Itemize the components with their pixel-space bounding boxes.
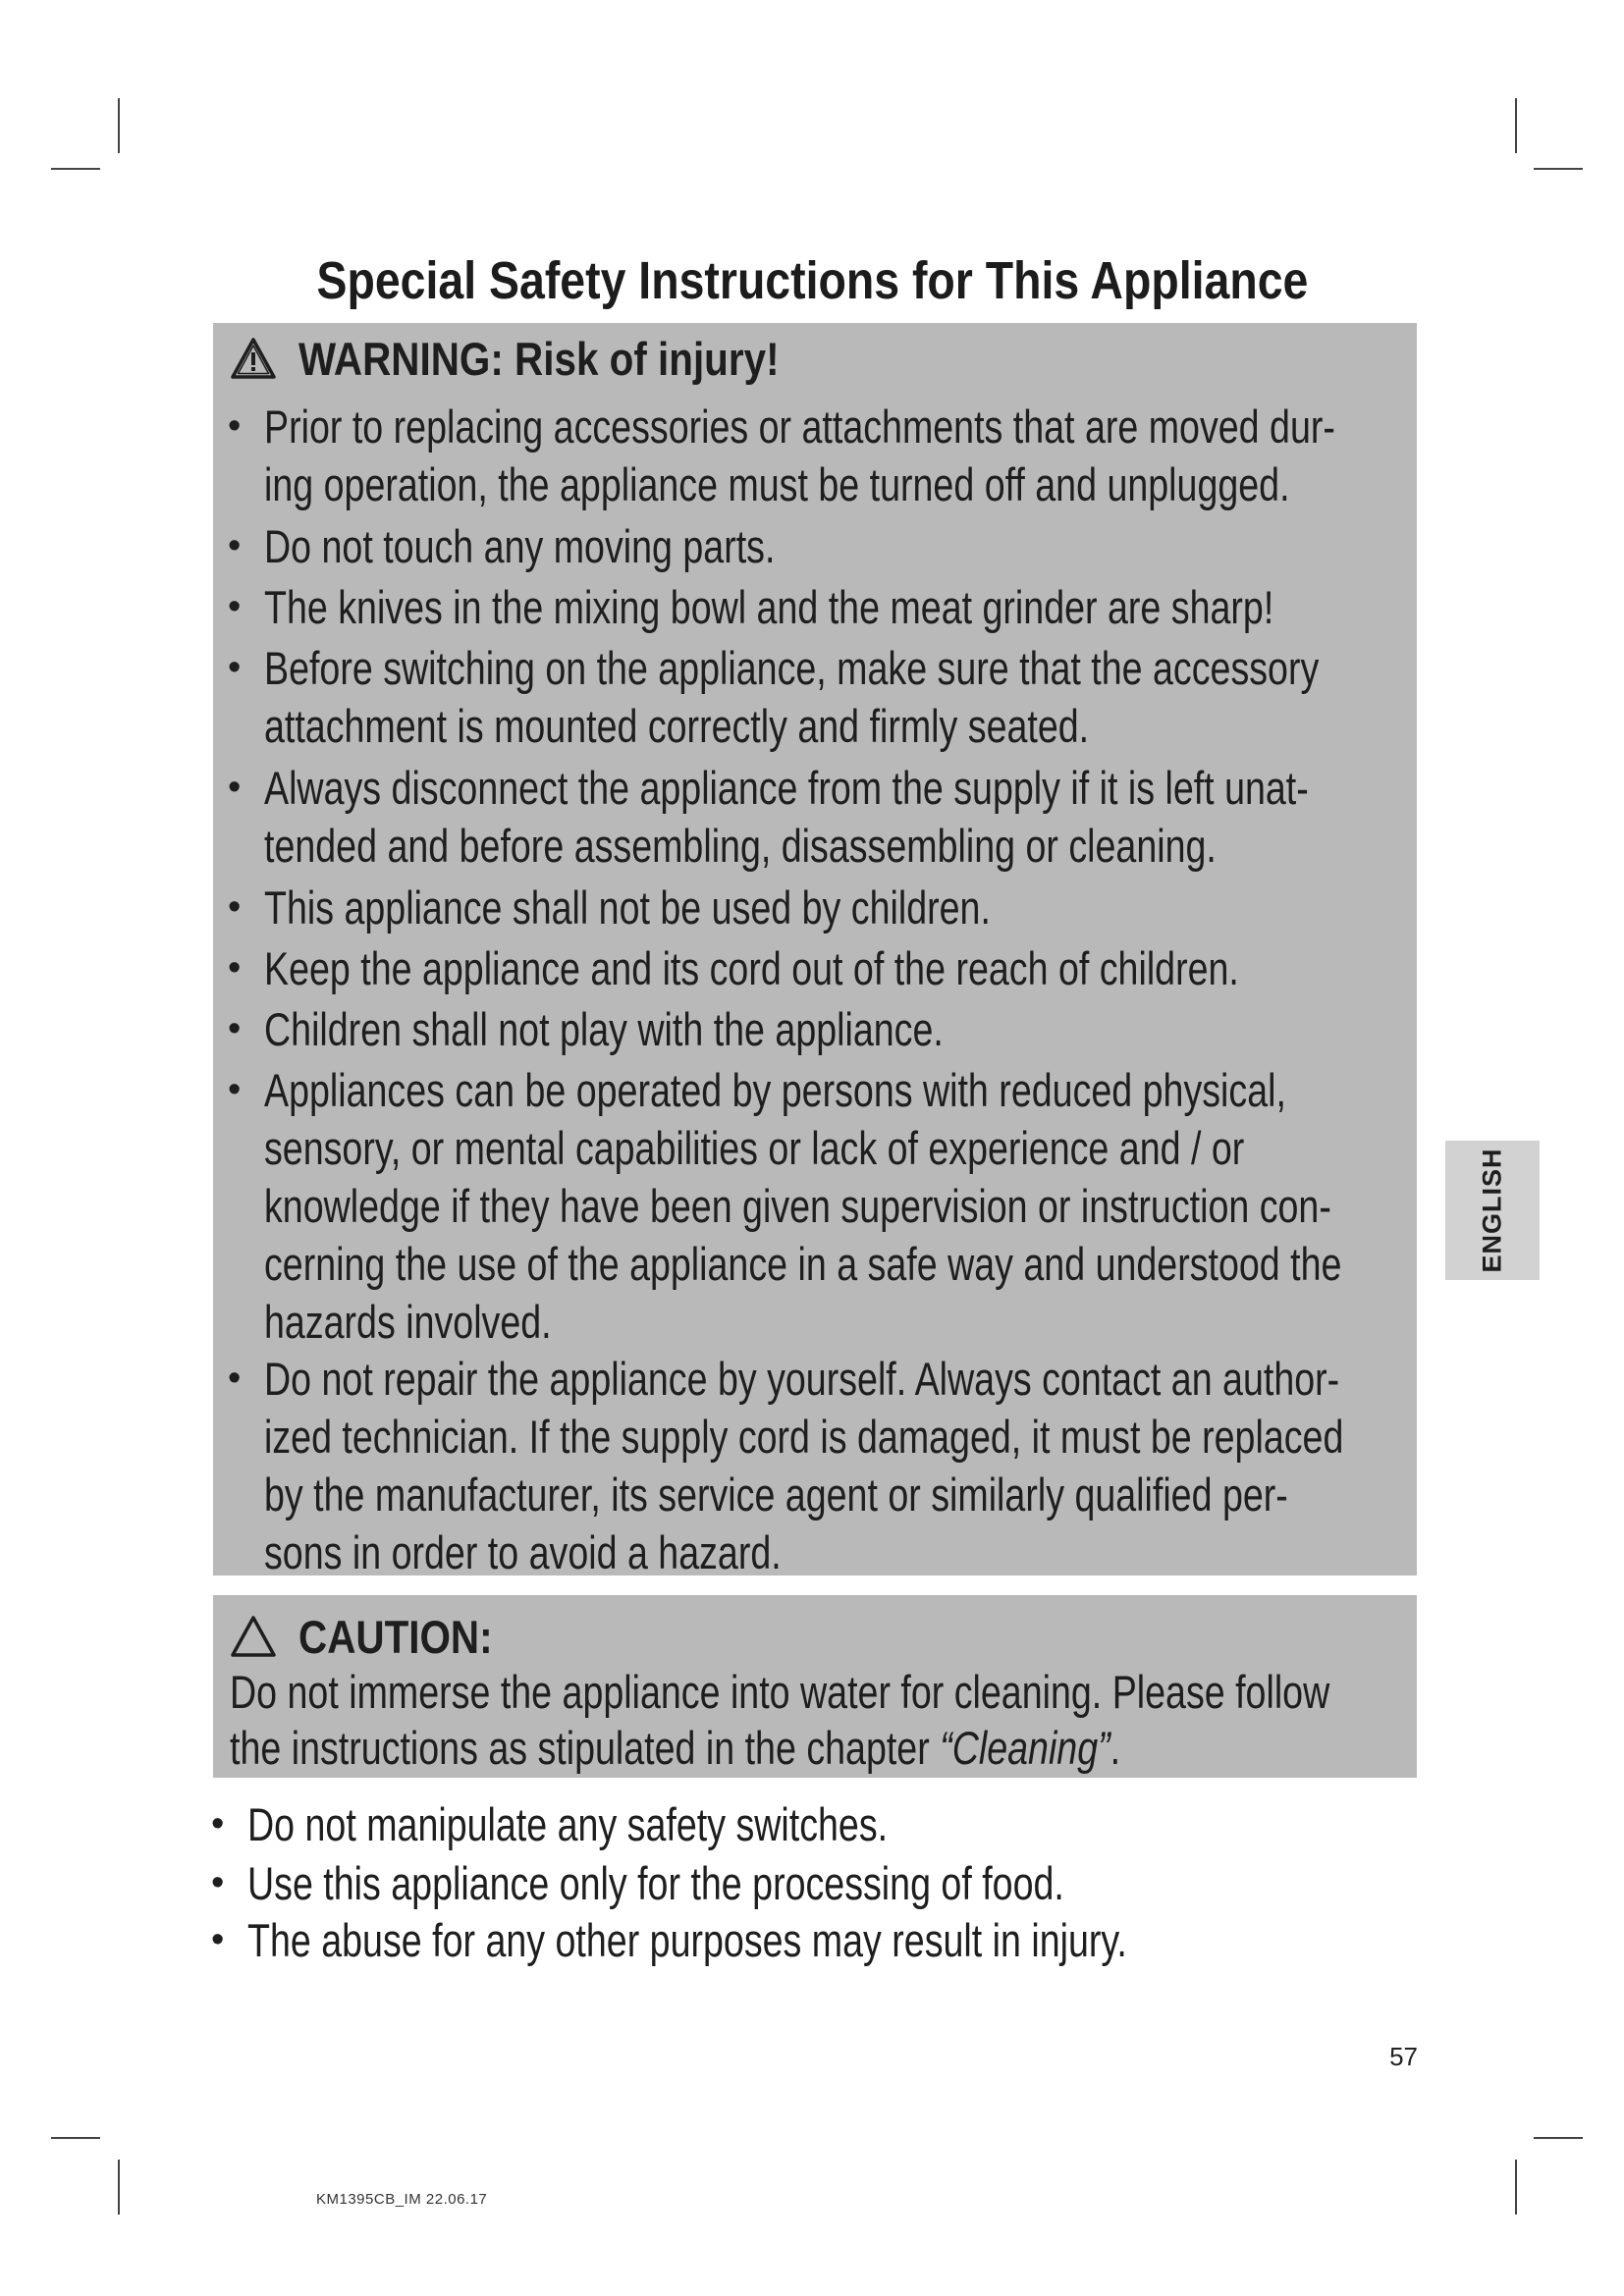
caution-text-line1: Do not immerse the appliance into water for cleaning. Please follow [230,1666,1330,1718]
bullet: • [211,1862,225,1903]
language-tab [1445,1141,1540,1280]
crop-mark [1534,168,1583,170]
bullet: • [228,586,242,627]
bullet: • [228,1069,242,1110]
list-item-text: Children shall not play with the appliance. [264,1003,944,1055]
list-item-text: Do not touch any moving parts. [264,520,776,572]
list-item-text: The knives in the mixing bowl and the meat grinder are sharp! [264,581,1274,633]
crop-mark [51,168,100,170]
caution-heading [230,1607,524,1666]
crop-mark [1515,2160,1517,2215]
bullet: • [228,405,242,447]
list-item-text: Always disconnect the appliance from the supply if it is left unat- tended and before assembling, disassembling or cleaning. [264,762,1309,872]
bullet: • [228,947,242,988]
language-tab-label: ENGLISH [1477,1148,1507,1273]
caution-panel [213,1595,1417,1778]
warning-triangle-icon [230,337,277,380]
caution-text [230,1664,1412,1776]
page-title: Special Safety Instructions for This Appliance [316,251,1309,310]
list-item-text: This appliance shall not be used by children. [264,881,991,934]
caution-triangle-icon [230,1615,277,1658]
bullet: • [228,647,242,688]
bullet: • [211,1803,225,1844]
bullet: • [228,886,242,928]
list-item-text: Before switching on the appliance, make sure that the accessory attachment is mounted correctly and firmly seated. [264,642,1320,752]
warning-heading-text: WARNING: Risk of injury! [298,332,780,385]
bullet: • [228,525,242,566]
crop-mark [1515,98,1517,153]
list-item-text: Do not manipulate any safety switches. [247,1798,889,1850]
list-item-text: Do not repair the appliance by yourself. Always contact an author- ized technician. If the supply cord is damaged, it must be replaced by the manufacturer, its service agent or similarly qualified per- sons in order to avoid a hazard. [264,1353,1344,1578]
crop-mark [1534,2137,1583,2139]
crop-mark [118,2160,120,2215]
bullet: • [211,1919,225,1960]
bullet: • [228,1358,242,1399]
caution-text-line2: the instructions as stipulated in the chapter [230,1722,941,1774]
bullet: • [228,1008,242,1049]
list-item-text: The abuse for any other purposes may result in injury. [247,1914,1127,1966]
list-item-text: Appliances can be operated by persons with reduced physical, sensory, or mental capabilities or lack of experience and / or knowledge if they have been given supervision or instruction con- cerning the use of the appliance in a safe way and understood the hazards involved. [264,1064,1342,1348]
list-item-text: Use this appliance only for the processing of food. [247,1857,1064,1909]
page-number: 57 [1389,2042,1418,2071]
chapter-reference: “Cleaning” [940,1722,1110,1774]
warning-heading [230,329,857,388]
list-item-text: Keep the appliance and its cord out of the reach of children. [264,942,1239,994]
crop-mark [118,98,120,153]
footer-code: KM1395CB_IM 22.06.17 [316,2191,488,2208]
list-item-text: Prior to replacing accessories or attachments that are moved dur- ing operation, the appliance must be turned off and unplugged. [264,400,1335,510]
crop-mark [51,2137,100,2139]
caution-heading-text: CAUTION: [298,1610,493,1663]
caution-text-end: . [1110,1722,1121,1774]
warning-panel [213,323,1417,1578]
bullet: • [228,767,242,808]
